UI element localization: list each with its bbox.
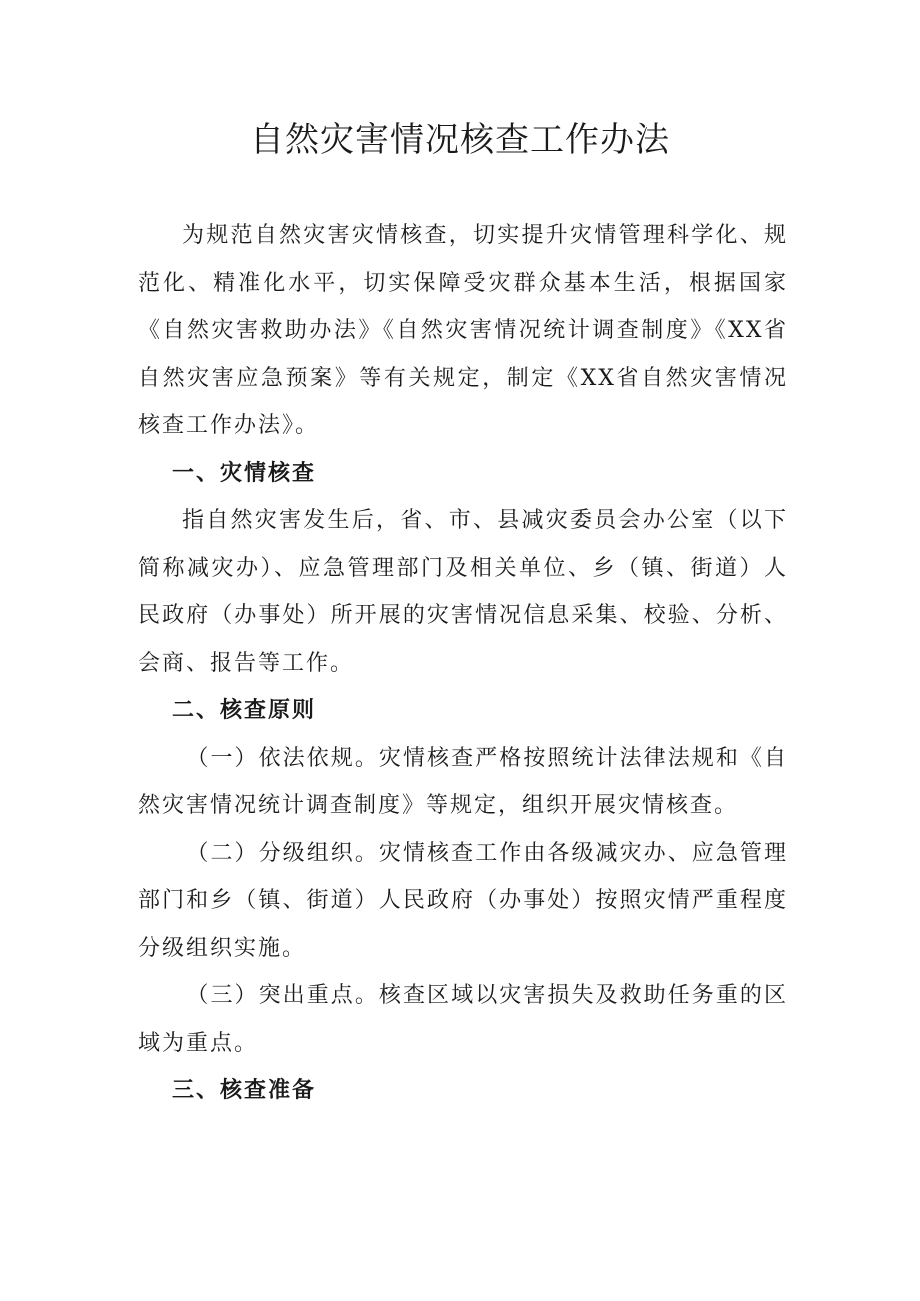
principle-item-focus: （三）突出重点。核查区域以灾害损失及救助任务重的区域为重点。 — [138, 983, 788, 1056]
section-paragraph-disaster-verification: 指自然灾害发生后，省、市、县减灾委员会办公室（以下简称减灾办）、应急管理部门及相关单位、乡（镇、街道）人民政府（办事处）所开展的灾害情况信息采集、校验、分析、会商、报告等工作。 — [138, 508, 788, 676]
document-body — [138, 212, 788, 1115]
section-heading-verification-preparation: 三、核查准备 — [172, 1078, 317, 1103]
intro-paragraph: 为规范自然灾害灾情核查，切实提升灾情管理科学化、规范化、精准化水平，切实保障受灾群众基本生活，根据国家《自然灾害救助办法》《自然灾害情况统计调查制度》《XX省自然灾害应急预案》等有关规定，制定《XX省自然灾害情况核查工作办法》。 — [138, 223, 788, 438]
principle-item-graded: （二）分级组织。灾情核查工作由各级减灾办、应急管理部门和乡（镇、街道）人民政府（办事处）按照灾情严重程度分级组织实施。 — [138, 840, 788, 961]
principle-item-lawful: （一）依法依规。灾情核查严格按照统计法律法规和《自然灾害情况统计调查制度》等规定，组织开展灾情核查。 — [138, 745, 788, 818]
section-heading-disaster-verification: 一、灾情核查 — [172, 460, 317, 486]
document-title: 自然灾害情况核查工作办法 — [250, 120, 670, 160]
section-heading-verification-principles: 二、核查原则 — [172, 698, 317, 723]
